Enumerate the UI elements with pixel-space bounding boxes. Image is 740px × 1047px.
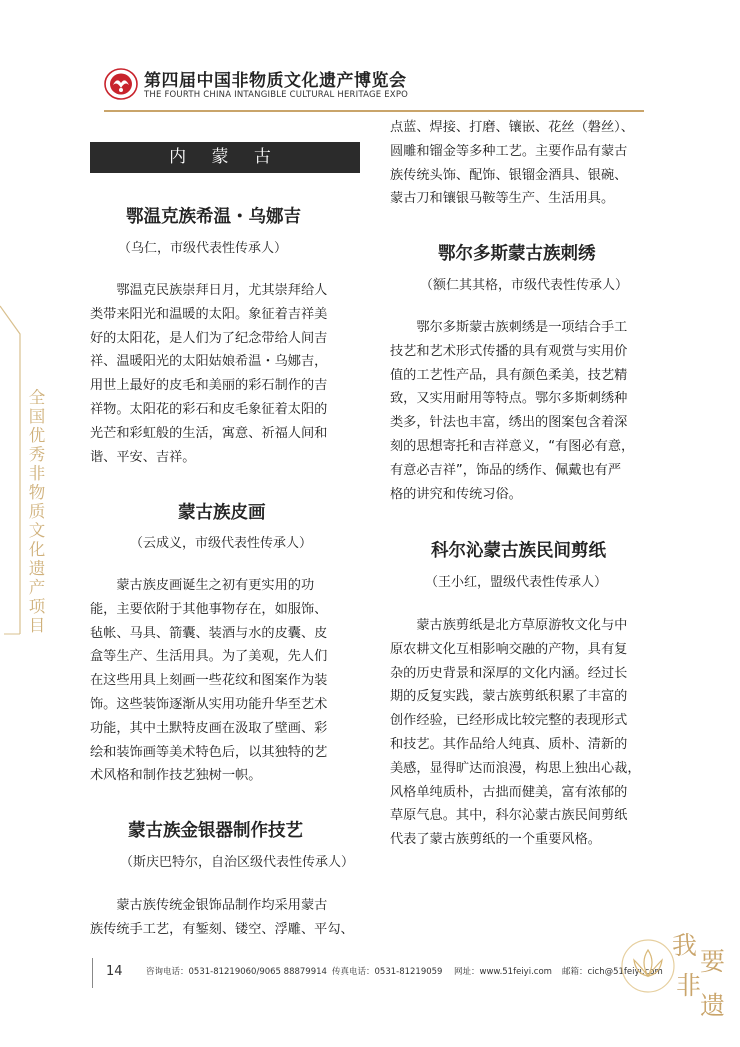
category-char: 非 [28,464,46,483]
brand-char: 遗 [700,991,726,1020]
article-body [90,894,362,942]
category-char: 遗 [28,559,46,578]
page-header [104,66,644,106]
body-line: 草原气息。其中，科尔沁蒙古族民间剪纸 [390,808,628,824]
body-line: 祥物。太阳花的彩石和皮毛象征着太阳的 [90,401,328,417]
body-line: 谐、平安、吉祥。 [90,449,196,465]
brand-lotus-logo-icon [616,914,726,1024]
body-line: 毡帐、马具、箭囊、装酒与水的皮囊、皮 [90,625,328,641]
article-title: 鄂尔多斯蒙古族刺绣 [438,244,596,264]
body-line: 饰。这些装饰逐渐从实用功能升华至艺术 [90,696,328,712]
article-body [390,614,664,852]
body-line: 代表了蒙古族剪纸的一个重要风格。 [390,832,601,848]
body-line: 技艺和艺术形式传播的具有观赏与实用价 [390,343,628,359]
article-title: 蒙古族皮画 [178,503,266,523]
category-char: 质 [28,502,46,521]
category-vertical-title [24,388,50,635]
article-title: 鄂温克族希温・乌娜吉 [126,207,301,227]
body-line: 格的讲究和传统习俗。 [390,486,522,502]
body-line: 好的太阳花，是人们为了纪念带给人间吉 [90,330,328,346]
article-body [90,574,362,788]
inheritor-label: （额仁其其格，市级代表性传承人） [420,278,629,293]
category-char: 全 [28,388,46,407]
body-line: 祥、温暖阳光的太阳姑娘希温・乌娜吉， [90,354,328,370]
body-line: 在这些用具上刻画一些花纹和图案作为装 [90,673,328,689]
body-line: 术风格和制作技艺独树一帜。 [90,768,262,784]
body-line: 杂的历史背景和深厚的文化内涵。经过长 [390,665,628,681]
body-line: 美感，显得旷达而浪漫，构思上独出心裁， [390,760,641,776]
category-char: 化 [28,540,46,559]
article-title: 科尔沁蒙古族民间剪纸 [431,541,606,561]
brand-char: 非 [676,971,702,1000]
body-line: 创作经验，已经形成比较完整的表现形式 [390,713,628,729]
category-char: 目 [28,616,46,635]
body-line: 类带来阳光和温暖的太阳。象征着吉祥美 [90,306,328,322]
body-line: 蒙古族皮画诞生之初有更实用的功 [90,578,315,593]
body-line: 族传统头饰、配饰、银镏金酒具、银碗、 [390,167,628,183]
body-line: 能，主要依附于其他事物存在，如服饰、 [90,601,328,617]
article-title: 蒙古族金银器制作技艺 [128,821,303,841]
footer-website[interactable]: 网址：www.51feiyi.com [454,967,552,977]
body-line: 盒等生产、生活用具。为了美观，先人们 [90,649,328,665]
footer-divider [92,958,93,988]
footer-fax: 传真电话：0531-81219059 [332,967,443,977]
inheritor-label: （王小红，盟级代表性传承人） [425,575,608,590]
category-char: 文 [28,521,46,540]
body-line: 点蓝、焊接、打磨、镶嵌、花丝（磐丝）、 [390,120,634,135]
article-body [90,279,362,469]
body-line: 族传统手工艺，有錾刻、镂空、浮雕、平勾、 [90,921,354,937]
body-line: 值的工艺性产品，具有颜色柔美，技艺精 [390,367,628,383]
body-line: 有意必吉祥”，饰品的绣作、佩戴也有严 [390,462,622,478]
body-line: 类多，针法也丰富，绣出的图案包含着深 [390,415,628,431]
body-line: 功能，其中土默特皮画在汲取了壁画、彩 [90,720,328,736]
body-line: 蒙古族剪纸是北方草原游牧文化与中 [390,618,628,633]
section-title-bar: 内 蒙 古 [90,142,360,173]
brand-char: 我 [672,931,698,960]
category-char: 产 [28,578,46,597]
body-line: 原农耕文化互相影响交融的产物，具有复 [390,641,628,657]
body-line: 鄂尔多斯蒙古族刺绣是一项结合手工 [390,320,628,335]
article-body [390,316,664,506]
body-line: 用世上最好的皮毛和美丽的彩石制作的吉 [90,378,328,394]
footer-phone: 咨询电话：0531-81219060/9065 88879914 [146,967,327,977]
expo-title: 第四届中国非物质文化遗产博览会 [144,71,407,91]
category-char: 秀 [28,445,46,464]
body-line: 圆雕和镏金等多种工艺。主要作品有蒙古 [390,143,628,159]
body-line: 风格单纯质朴，古拙而健美，富有浓郁的 [390,784,628,800]
body-line: 蒙古族传统金银饰品制作均采用蒙古 [90,898,328,913]
body-line: 刻的思想寄托和吉祥意义，“有图必有意， [390,438,635,454]
category-char: 国 [28,407,46,426]
category-char: 优 [28,426,46,445]
body-line: 绘和装饰画等美术特色后，以其独特的艺 [90,744,328,760]
expo-logo-icon [104,68,138,100]
body-line: 和技艺。其作品给人纯真、质朴、清新的 [390,736,628,752]
category-char: 物 [28,483,46,502]
body-line: 鄂温克民族崇拜日月，尤其崇拜给人 [90,283,328,298]
body-line: 期的反复实践，蒙古族剪纸积累了丰富的 [390,689,628,705]
body-line: 致，又实用耐用等特点。鄂尔多斯刺绣种 [390,391,628,407]
inheritor-label: （乌仁，市级代表性传承人） [118,241,288,256]
category-char: 项 [28,597,46,616]
header-divider [104,110,644,112]
inheritor-label: （斯庆巴特尔，自治区级代表性传承人） [120,855,355,870]
inheritor-label: （云成义，市级代表性传承人） [130,536,313,551]
footer-email[interactable]: 邮箱：cich@51feiyi.com [562,967,663,977]
article-body-continued [390,116,664,211]
expo-subtitle: THE FOURTH CHINA INTANGIBLE CULTURAL HERITAGE EXPO [144,90,409,100]
page-number: 14 [106,964,123,979]
body-line: 蒙古刀和镶银马鞍等生产、生活用具。 [390,191,615,207]
brand-char: 要 [700,947,726,976]
body-line: 光芒和彩虹般的生活，寓意、祈福人间和 [90,425,328,441]
